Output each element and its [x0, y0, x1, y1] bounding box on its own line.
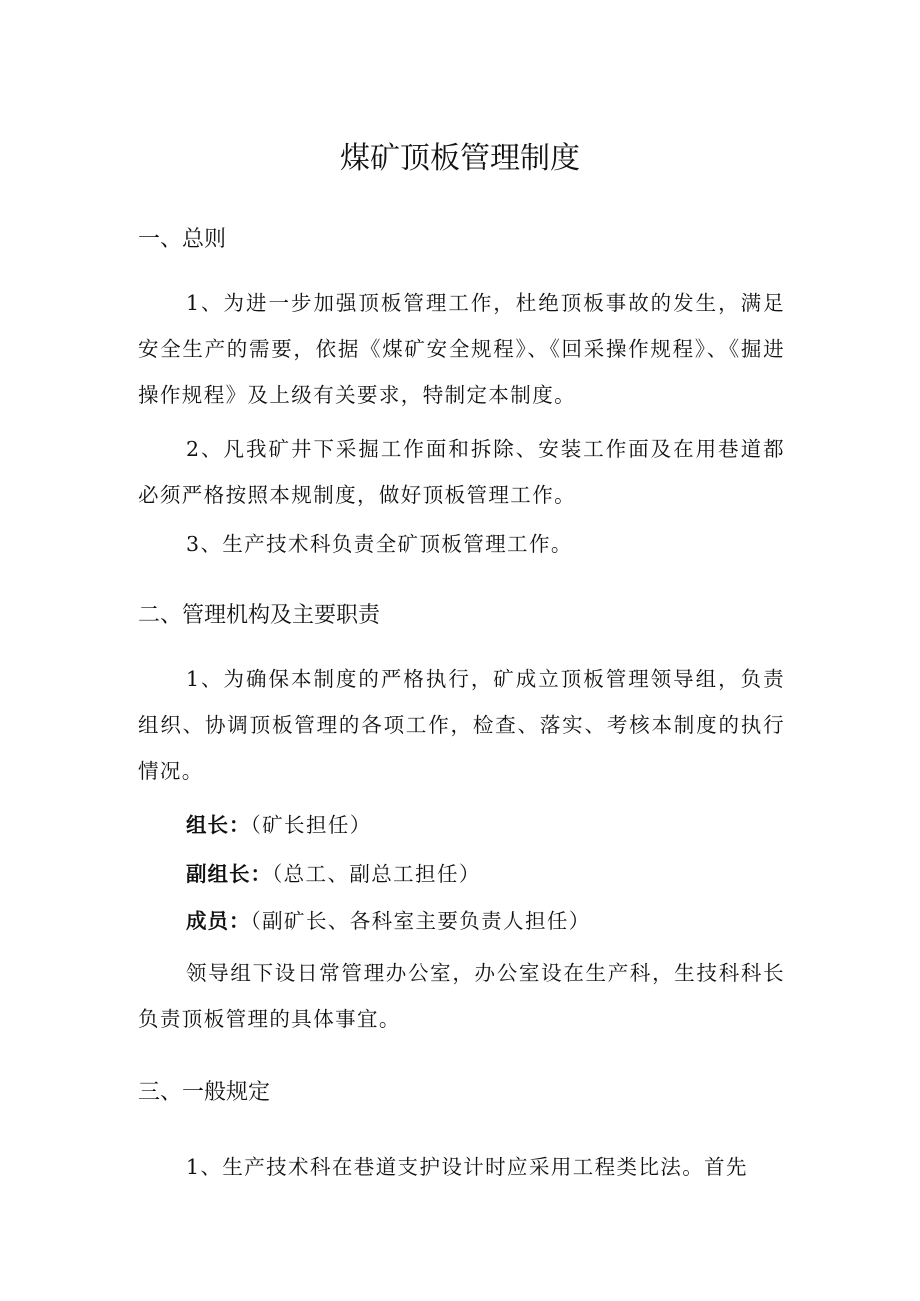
paragraph-general-3: 3、生产技术科负责全矿顶板管理工作。: [186, 532, 573, 556]
member-role-leader: 组长：: [186, 813, 251, 837]
section-heading-general-rules: 三、一般规定: [138, 1080, 271, 1105]
section-heading-general: 一、总则: [138, 227, 227, 252]
paragraph-organization-1: 1、为确保本制度的严格执行，矿成立顶板管理领导组，负责组织、协调顶板管理的各项工作，检查、落实、考核本制度的执行情况。: [138, 667, 785, 783]
member-role-members: 成员：: [186, 909, 251, 933]
document-title: 煤矿顶板管理制度: [340, 141, 580, 176]
member-role-deputy-leader: 副组长：: [186, 862, 272, 886]
paragraph-general-1: 1、为进一步加强顶板管理工作，杜绝顶板事故的发生，满足安全生产的需要，依据《煤矿安全规程》、《回采操作规程》、《掘进操作规程》及上级有关要求，特制定本制度。: [138, 291, 785, 407]
paragraph-general-rules-1: 1、生产技术科在巷道支护设计时应采用工程类比法。首先: [186, 1155, 748, 1179]
member-desc-leader: （矿长担任）: [250, 813, 372, 837]
section-heading-organization: 二、管理机构及主要职责: [138, 603, 381, 628]
paragraph-organization-closing: 领导组下设日常管理办公室，办公室设在生产科，生技科科长负责顶板管理的具体事宜。: [138, 961, 785, 1031]
paragraph-general-2: 2、凡我矿井下采掘工作面和拆除、安装工作面及在用巷道都必须严格按照本规制度，做好顶板管理工作。: [138, 437, 785, 507]
member-line-deputy-leader: [186, 851, 481, 897]
member-desc-deputy-leader: （总工、副总工担任）: [272, 862, 481, 886]
member-desc-members: （副矿长、各科室主要负责人担任）: [250, 909, 591, 933]
member-line-leader: [186, 802, 372, 848]
member-line-members: [186, 898, 591, 944]
